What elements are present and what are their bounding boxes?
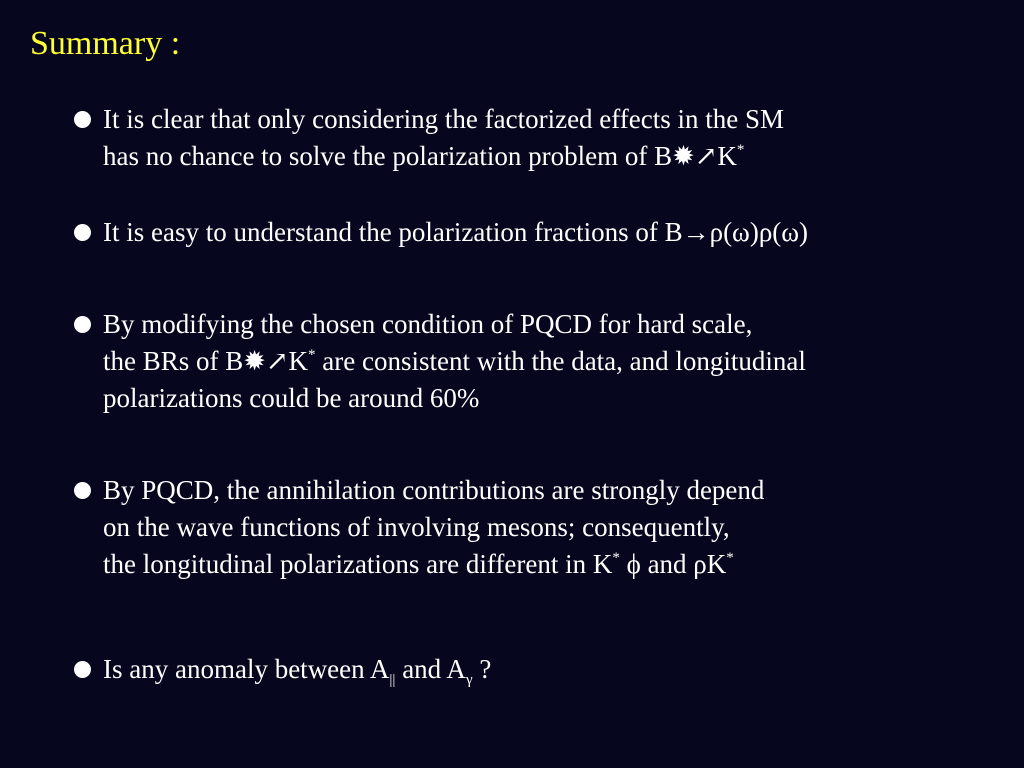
superscript-star: * [308,347,316,363]
bullet-text [103,306,1003,417]
bullet-line: It is easy to understand the polarization fractions of B→ρ(ω)ρ(ω) [103,217,809,247]
text-segment: are consistent with the data, and longitudinal [315,346,806,376]
text-segment: the BRs of B [103,346,244,376]
bullet-dot-icon [74,661,91,678]
bullet-line [103,343,1003,380]
bullet-line [103,138,1003,175]
bullet-text [103,651,1003,688]
text-segment: Is any anomaly between A [103,654,390,684]
text-segment: the longitudinal polarizations are different in K [103,549,613,579]
bullet-line: By PQCD, the annihilation contributions are strongly depend [103,475,765,505]
bullet-text [103,214,1003,251]
text-segment: K [717,141,737,171]
bullet-text [103,101,1003,175]
garbled-arrow-symbol: ✹↗ [243,346,289,376]
text-segment: and A [395,654,466,684]
bullet-dot-icon [74,224,91,241]
superscript-star: * [726,550,734,566]
superscript-star: * [736,142,745,158]
bullet-line: on the wave functions of involving mesons; consequently, [103,512,730,542]
subscript-parallel: || [389,672,396,688]
bullet-line [103,546,1003,583]
bullet-text [103,472,1003,583]
bullet-line: By modifying the chosen condition of PQCD for hard scale, [103,309,753,339]
bullet-line [103,651,1003,688]
subscript-gamma: γ [465,672,473,688]
bullet-dot-icon [74,316,91,333]
slide-title: Summary : [30,25,181,62]
garbled-arrow-symbol: ✹↗ [672,141,718,171]
text-segment: K [288,346,309,376]
text-segment: ? [472,654,492,684]
text-segment: has no chance to solve the polarization problem of B [103,141,673,171]
superscript-star: * [612,550,620,566]
bullet-line: polarizations could be around 60% [103,383,480,413]
bullet-line: It is clear that only considering the factorized effects in the SM [103,104,785,134]
bullet-dot-icon [74,111,91,128]
bullet-dot-icon [74,482,91,499]
text-segment: ϕ and ρK [619,549,727,579]
